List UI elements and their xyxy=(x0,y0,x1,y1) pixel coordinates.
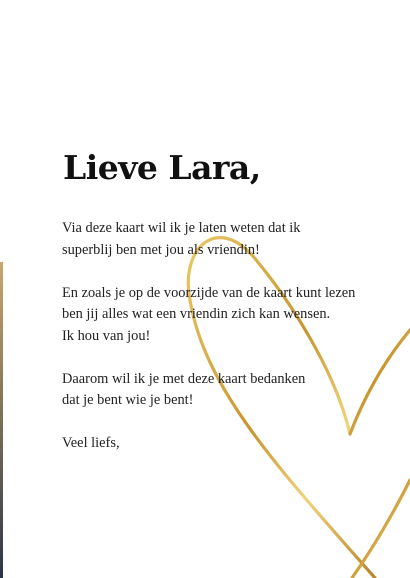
message-paragraph xyxy=(62,369,362,412)
greeting-heading: Lieve Lara, xyxy=(63,148,261,187)
message-line: Daarom wil ik je met deze kaart bedanken xyxy=(62,370,306,387)
message-body xyxy=(62,218,362,476)
message-paragraph xyxy=(62,283,362,348)
message-line: ben jij alles wat een vriendin zich kan wensen. xyxy=(62,306,331,322)
message-paragraph xyxy=(62,218,362,261)
left-edge-strip xyxy=(0,262,3,578)
message-line: En zoals je op de voorzijde van de kaart kunt lezen xyxy=(62,284,356,301)
message-line: Via deze kaart wil ik je laten weten dat ik xyxy=(62,220,301,236)
message-line: Ik hou van jou! xyxy=(62,327,151,344)
message-line: dat je bent wie je bent! xyxy=(62,392,194,408)
message-signoff xyxy=(62,433,362,455)
message-line: Veel liefs, xyxy=(62,435,120,451)
message-line: superblij ben met jou als vriendin! xyxy=(62,241,260,258)
